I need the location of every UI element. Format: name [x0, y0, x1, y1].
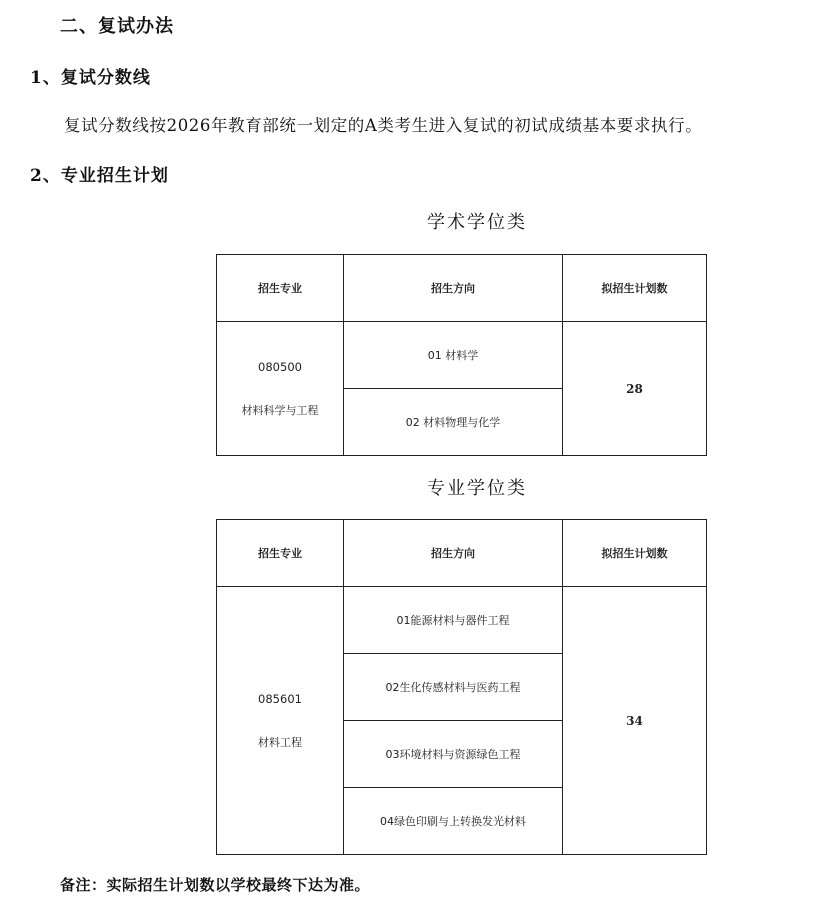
header-plan-count: 拟招生计划数	[563, 255, 707, 322]
major-cell	[217, 322, 344, 456]
professional-table-caption: 专业学位类	[427, 478, 527, 499]
major-code: 085601	[258, 691, 302, 706]
header-plan-count: 拟招生计划数	[563, 520, 707, 587]
major-cell	[217, 587, 344, 855]
section-title: 二、复试办法	[60, 16, 174, 37]
remark-note: 备注：实际招生计划数以学校最终下达为准。	[60, 876, 371, 894]
subsection-title-enrollment-plan: 2、专业招生计划	[30, 166, 169, 186]
direction-cell: 02生化传感材料与医药工程	[344, 654, 563, 721]
major-name: 材料科学与工程	[241, 403, 319, 417]
direction-cell: 03环境材料与资源绿色工程	[344, 721, 563, 788]
major-code: 080500	[258, 359, 302, 374]
header-major: 招生专业	[217, 520, 344, 587]
cutoff-description: 复试分数线按2026年教育部统一划定的A类考生进入复试的初试成绩基本要求执行。	[64, 116, 703, 135]
academic-table-caption: 学术学位类	[427, 212, 527, 233]
direction-cell: 04绿色印刷与上转换发光材料	[344, 788, 563, 855]
header-direction: 招生方向	[344, 520, 563, 587]
plan-count: 28	[563, 322, 707, 456]
header-major: 招生专业	[217, 255, 344, 322]
professional-plan-table	[216, 519, 707, 855]
direction-cell: 01 材料学	[344, 322, 563, 389]
header-direction: 招生方向	[344, 255, 563, 322]
direction-cell: 02 材料物理与化学	[344, 389, 563, 456]
major-name: 材料工程	[258, 735, 302, 749]
academic-plan-table	[216, 254, 707, 456]
subsection-title-cutoff: 1、复试分数线	[30, 68, 151, 88]
plan-count: 34	[563, 587, 707, 855]
direction-cell: 01能源材料与器件工程	[344, 587, 563, 654]
